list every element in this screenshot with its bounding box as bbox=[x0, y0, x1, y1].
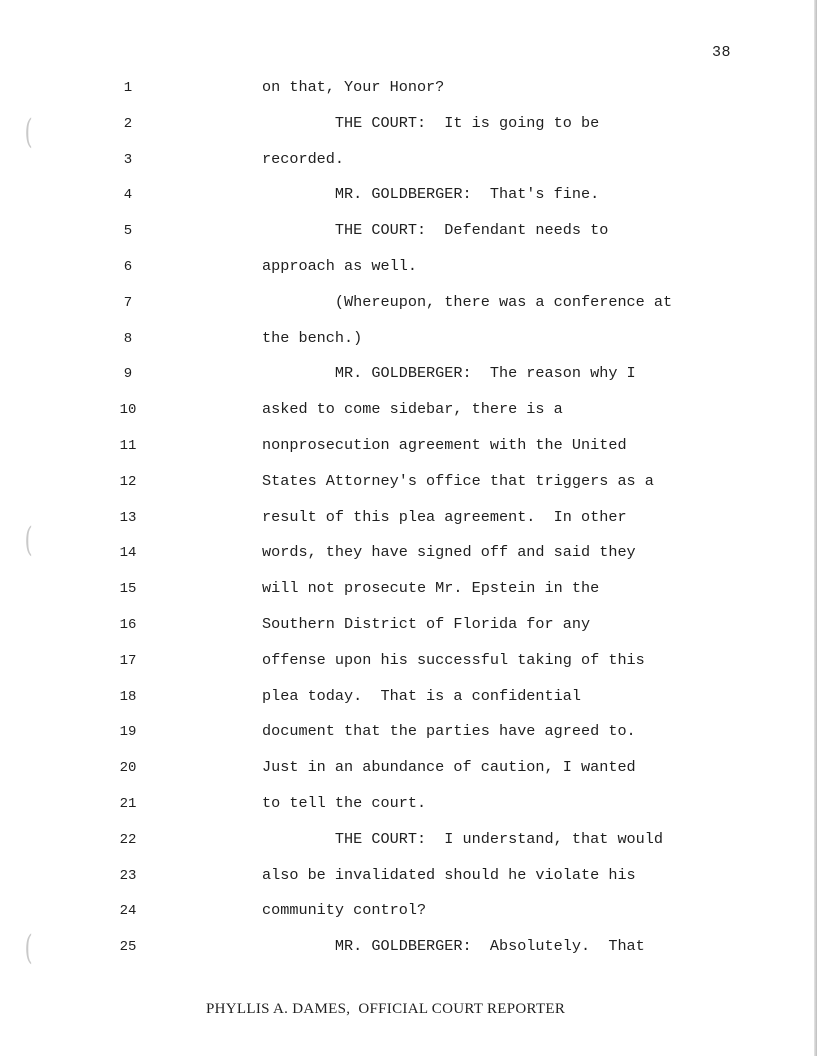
line-number: 22 bbox=[119, 831, 137, 848]
line-number: 20 bbox=[119, 760, 137, 777]
line-number: 17 bbox=[119, 652, 137, 669]
line-number: 14 bbox=[119, 545, 137, 562]
transcript-line: THE COURT: I understand, that would bbox=[262, 829, 664, 848]
transcript-line: on that, Your Honor? bbox=[262, 78, 445, 96]
transcript-line: Southern District of Florida for any bbox=[262, 614, 591, 633]
transcript-line: (Whereupon, there was a conference at bbox=[262, 292, 673, 311]
transcript-line: the bench.) bbox=[262, 328, 363, 347]
hole-punch-mark: ( bbox=[24, 112, 33, 152]
line-number: 23 bbox=[119, 867, 137, 884]
transcript-line: States Attorney's office that triggers as a bbox=[262, 471, 654, 490]
line-number: 3 bbox=[123, 151, 133, 168]
transcript-line: document that the parties have agreed to. bbox=[262, 722, 636, 741]
line-number: 6 bbox=[123, 258, 133, 275]
transcript-line: MR. GOLDBERGER: The reason why I bbox=[262, 364, 636, 383]
line-number: 9 bbox=[123, 366, 133, 383]
line-number: 4 bbox=[123, 187, 133, 204]
transcript-line: MR. GOLDBERGER: That's fine. bbox=[262, 185, 600, 204]
line-number: 25 bbox=[119, 939, 137, 956]
hole-punch-mark: ( bbox=[24, 928, 33, 968]
line-number: 10 bbox=[119, 402, 137, 419]
court-reporter-footer: PHYLLIS A. DAMES, OFFICIAL COURT REPORTER bbox=[206, 1001, 566, 1017]
transcript-line: approach as well. bbox=[262, 256, 417, 275]
page-number: 38 bbox=[712, 44, 732, 61]
transcript-line: community control? bbox=[262, 901, 427, 920]
line-number-column bbox=[108, 78, 148, 973]
line-number: 24 bbox=[119, 903, 137, 920]
line-number: 5 bbox=[123, 223, 133, 240]
transcript-line: also be invalidated should he violate his bbox=[262, 865, 636, 884]
transcript-line: MR. GOLDBERGER: Absolutely. That bbox=[262, 937, 645, 956]
hole-punch-mark: ( bbox=[24, 520, 33, 560]
line-number: 19 bbox=[119, 724, 137, 741]
transcript-line: asked to come sidebar, there is a bbox=[262, 400, 563, 419]
line-number: 2 bbox=[123, 115, 133, 132]
transcript-line: result of this plea agreement. In other bbox=[262, 507, 627, 526]
line-number: 1 bbox=[123, 80, 133, 96]
transcript-line: will not prosecute Mr. Epstein in the bbox=[262, 579, 600, 598]
transcript-line: plea today. That is a confidential bbox=[262, 686, 581, 705]
transcript-line: words, they have signed off and said they bbox=[262, 543, 636, 562]
line-number: 8 bbox=[123, 330, 133, 347]
line-number: 13 bbox=[119, 509, 137, 526]
transcript-line: THE COURT: Defendant needs to bbox=[262, 221, 609, 240]
transcript-line: recorded. bbox=[262, 149, 345, 168]
line-number: 18 bbox=[119, 688, 137, 705]
line-number: 16 bbox=[119, 616, 137, 633]
transcript-body bbox=[262, 77, 742, 972]
transcript-line: Just in an abundance of caution, I wanted bbox=[262, 758, 636, 777]
transcript-line: offense upon his successful taking of this bbox=[262, 650, 645, 669]
line-number: 11 bbox=[119, 437, 137, 454]
transcript-line: nonprosecution agreement with the United bbox=[262, 435, 627, 454]
transcript-line: to tell the court. bbox=[262, 793, 427, 812]
line-number: 15 bbox=[119, 581, 137, 598]
line-number: 12 bbox=[119, 473, 137, 490]
transcript-line: THE COURT: It is going to be bbox=[262, 113, 600, 132]
line-number: 21 bbox=[119, 795, 137, 812]
line-number: 7 bbox=[123, 294, 133, 311]
